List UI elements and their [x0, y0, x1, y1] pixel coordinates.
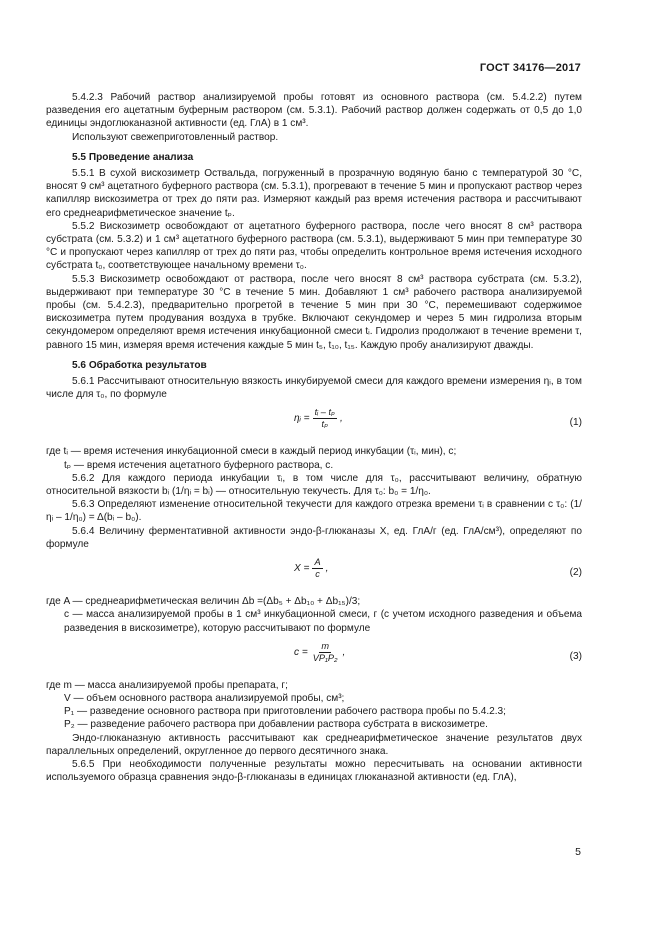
formula-3 [46, 639, 582, 673]
paragraph-5-5-1: 5.5.1 В сухой вискозиметр Оствальда, погруженный в прозрачную водяную баню с температурой 30 °С, вносят 9 см³ ацетатного буферного раствора (см. 5.3.1), прогревают в течение 5 мин и пропускают раствор через капилляр вискозиметра от трех до пяти раз. Измеряют каждый раз время истечения раствора и рассчитывают его среднеарифметическое значение tₚ. [46, 168, 582, 219]
where-1-tp: tₚ — время истечения ацетатного буферного раствора, с. [64, 459, 334, 471]
page-number: 5 [575, 846, 581, 858]
formula-2-number: (2) [569, 567, 582, 579]
formula-1 [46, 405, 582, 439]
formula-1-number: (1) [569, 417, 582, 429]
where-3-m: где m — масса анализируемой пробы препарата, г; [46, 679, 288, 691]
formula-2-fraction [312, 557, 322, 580]
section-heading-5-5: 5.5 Проведение анализа [72, 151, 194, 163]
paragraph-5-6-2: 5.6.2 Для каждого периода инкубации τᵢ, в том числе для τ₀, рассчитывают величину, обратную относительной вязкости bᵢ (1/ηᵢ = bᵢ) — относительную текучесть. Для τ₀: b₀ = 1/η₀. [46, 472, 582, 498]
paragraph-5-5-3: 5.5.3 Вискозиметр освобождают от раствора, после чего вносят 8 см³ раствора субстрата (см. 5.3.2), выдерживают при температуре 30 °С в течение 5 мин. Добавляют 1 см³ рабочего раствора анализируемой пробы (см. 5.4.2.3), предварительно прогретой в течение 5 мин при 30 °С, перемешивают содержимое вискозиметра путем продувания воздуха в трубке. Включают секундомер и через 5 мин гидролиза вторым секундомером определяют время истечения инкубационной смеси tᵢ. Гидролиз продолжают в течение времени τ, равного 15 мин, измеряя время истечения каждые 5 мин t₅, t₁₀, t₁₅. Каждую пробу анализируют дважды. [46, 273, 582, 351]
formula-1-fraction [313, 407, 337, 430]
where-2-c: c — масса анализируемой пробы в 1 см³ инкубационной смеси, г (с учетом исходного разведения и объема разведения в вискозиметре), которую рассчитывают по формуле [64, 609, 582, 634]
formula-1-denominator: tₚ [321, 419, 329, 430]
where-2-a: где A — среднеарифметическая величин Δb =(Δb₅ + Δb₁₀ + Δb₁₅)/3; [46, 596, 361, 608]
formula-1-lhs: ηᵢ = [294, 413, 310, 425]
formula-3-numerator: m [321, 640, 329, 651]
paragraph-5-6-4: 5.6.4 Величину ферментативной активности эндо-β-глюканазы X, ед. ГлА/г (ед. ГлА/см³), определяют по формуле [46, 525, 582, 550]
formula-2-tail: , [325, 562, 329, 574]
formula-3-tail: , [342, 646, 346, 658]
where-1-ti: где tᵢ — время истечения инкубационной смеси в каждый период инкубации (τᵢ, мин), с; [46, 446, 457, 458]
formula-2-denominator: c [315, 569, 320, 580]
formula-2 [46, 555, 582, 589]
paragraph-fresh-solution: Используют свежеприготовленный раствор. [72, 131, 279, 143]
where-3-p1: P₁ — разведение основного раствора при приготовлении рабочего раствора пробы по 5.4.2.3; [64, 706, 506, 718]
formula-3-fraction [311, 641, 340, 664]
where-3-v: V — объем основного раствора анализируемой пробы, см³; [64, 692, 345, 704]
section-heading-5-6: 5.6 Обработка результатов [72, 359, 207, 371]
document-body [46, 91, 582, 784]
where-3-p2: P₂ — разведение рабочего раствора при добавлении раствора субстрата в вискозиметре. [64, 719, 488, 731]
paragraph-5-6-5: 5.6.5 При необходимости полученные результаты можно пересчитывать на основании активности используемого образца сравнения эндо-β-глюканазы в единицах глюканазной активности (ед. ГлА), [46, 758, 582, 784]
formula-1-numerator: tᵢ – tₚ [314, 407, 335, 418]
formula-3-lhs: c = [294, 646, 308, 658]
formula-3-denominator: VP₁P₂ [312, 652, 338, 663]
formula-2-numerator: A [314, 557, 321, 568]
formula-2-lhs: X = [294, 562, 310, 574]
standard-header: ГОСТ 34176—2017 [479, 62, 581, 74]
paragraph-endo-activity: Эндо-глюканазную активность рассчитывают как среднеарифметическое значение результатов двух параллельных определений, округленное до первого десятичного знака. [46, 732, 582, 757]
paragraph-5-6-1: 5.6.1 Рассчитывают относительную вязкость инкубируемой смеси для каждого времени измерения ηᵢ, в том числе для τ₀, по формуле [46, 376, 582, 401]
paragraph-5-5-2: 5.5.2 Вискозиметр освобождают от ацетатного буферного раствора, после чего вносят 8 см³ раствора субстрата (см. 5.3.2) и 1 см³ ацетатного буферного раствора (см. 5.3.1), выдерживают 5 мин при температуре 30 °С и пропускают через капилляр от трех до пяти раз, чтобы определить контрольное время истечения исходного субстрата t₀, соответствующее начальному времени τ₀. [46, 220, 582, 272]
paragraph-5-6-3: 5.6.3 Определяют изменение относительной текучести для каждого отрезка времени τᵢ в сравнении с τ₀: (1/ηᵢ – 1/η₀) = Δ(bᵢ – b₀). [46, 499, 582, 524]
formula-3-number: (3) [569, 650, 582, 662]
paragraph-5-4-2-3: 5.4.2.3 Рабочий раствор анализируемой пробы готовят из основного раствора (см. 5.4.2.2) путем разведения его ацетатным буферным раствором (см. 5.3.1). Рабочий раствор должен содержать от 0,5 до 1,0 единицы эндоглюканазной активности (ед. ГлА) в 1 см³. [46, 92, 582, 130]
formula-1-tail: , [339, 413, 343, 425]
